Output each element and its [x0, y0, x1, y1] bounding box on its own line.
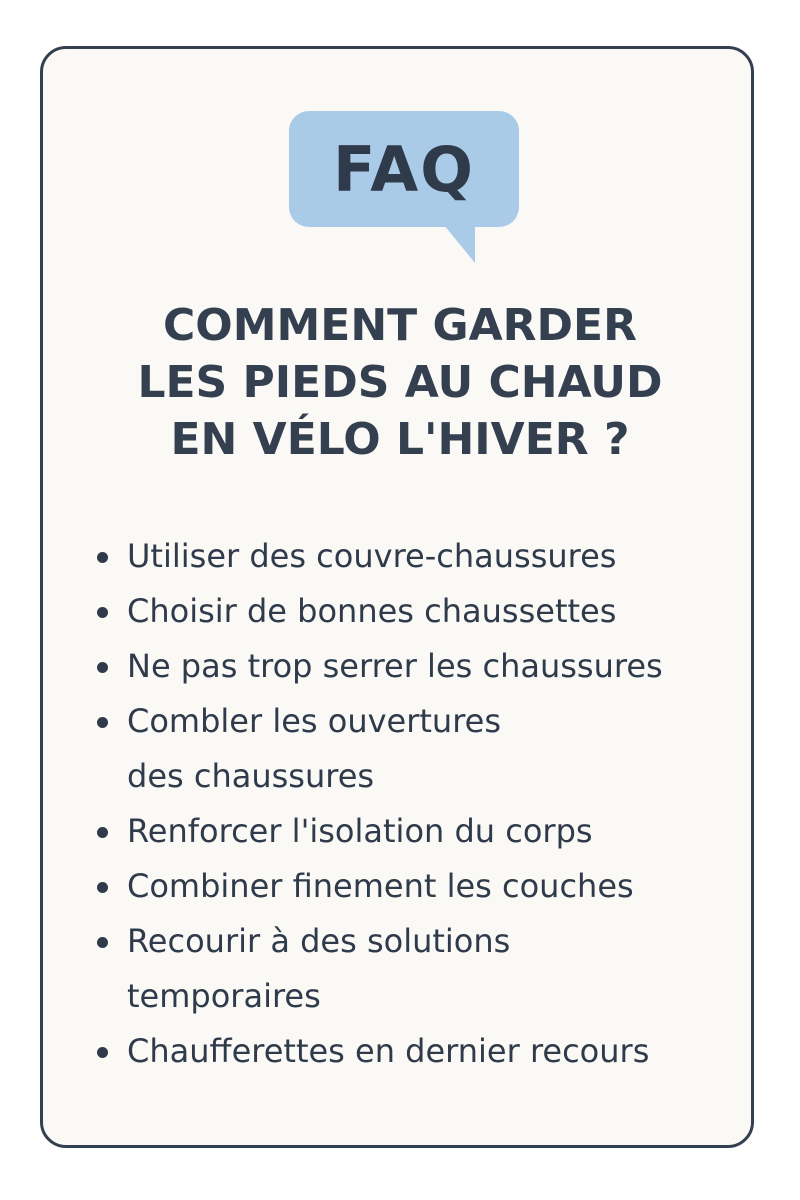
faq-bubble-body: [289, 111, 519, 227]
tips-list: [127, 529, 747, 1079]
list-item: [127, 639, 747, 694]
list-item-text: Chaufferettes en dernier recours: [127, 1032, 650, 1070]
list-item-text: Recourir à des solutions temporaires: [127, 922, 511, 1015]
list-item: [127, 694, 747, 804]
list-item: [127, 529, 747, 584]
bullet-dot-icon: [97, 882, 108, 893]
title-line-1: COMMENT GARDER: [163, 300, 637, 351]
bullet-dot-icon: [97, 607, 108, 618]
bullet-dot-icon: [97, 662, 108, 673]
list-item-text: Combiner finement les couches: [127, 867, 634, 905]
list-item: [127, 859, 747, 914]
bubble-tail-icon: [439, 219, 499, 269]
bullet-dot-icon: [97, 827, 108, 838]
title-line-2: LES PIEDS AU CHAUD: [137, 357, 663, 408]
bullet-dot-icon: [97, 937, 108, 948]
faq-speech-bubble-icon: [289, 111, 519, 263]
list-item: [127, 804, 747, 859]
bullet-dot-icon: [97, 717, 108, 728]
page-title: [43, 297, 757, 468]
list-item-text: Choisir de bonnes chaussettes: [127, 592, 617, 630]
list-item-text: Combler les ouvertures des chaussures: [127, 702, 502, 795]
bullet-dot-icon: [97, 552, 108, 563]
list-item-text: Ne pas trop serrer les chaussures: [127, 647, 663, 685]
bullet-dot-icon: [97, 1047, 108, 1058]
list-item: [127, 1024, 747, 1079]
title-line-3: EN VÉLO L'HIVER ?: [170, 414, 630, 465]
faq-badge-label: FAQ: [333, 132, 475, 206]
list-item-text: Renforcer l'isolation du corps: [127, 812, 593, 850]
list-item-text: Utiliser des couvre-chaussures: [127, 537, 617, 575]
list-item: [127, 914, 747, 1024]
list-item: [127, 584, 747, 639]
faq-card: [40, 46, 754, 1148]
